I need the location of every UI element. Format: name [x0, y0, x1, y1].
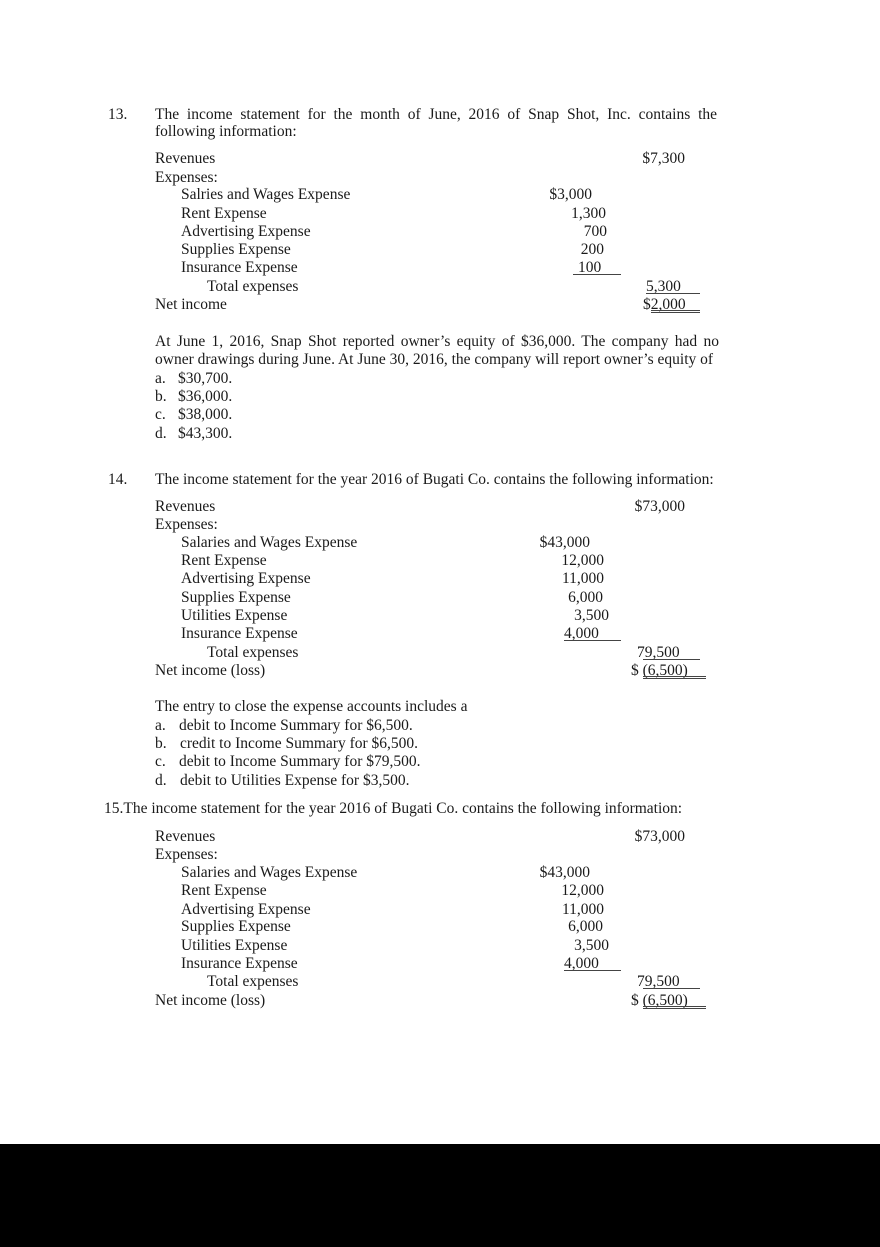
- option-letter: a.: [155, 717, 166, 734]
- expense-label: Utilities Expense: [181, 607, 288, 624]
- subtotal-underline: [564, 640, 621, 641]
- option-text: $43,300.: [178, 425, 233, 442]
- total-expenses-value: 5,300: [646, 278, 681, 295]
- expense-value: 200: [580, 241, 604, 258]
- total-expenses-label: Total expenses: [207, 973, 299, 990]
- black-bottom-band: [0, 1144, 880, 1247]
- option-letter: b.: [155, 735, 167, 752]
- net-loss-label: Net income (loss): [155, 662, 266, 679]
- expense-value: 3,500: [574, 937, 609, 954]
- revenues-label: Revenues: [155, 828, 216, 845]
- expense-value: 12,000: [561, 552, 604, 569]
- net-income-value: $2,000: [643, 296, 686, 313]
- expense-label: Supplies Expense: [181, 589, 291, 606]
- net-income-label: Net income: [155, 296, 227, 313]
- expense-value: 100: [578, 259, 602, 276]
- expense-value: 1,300: [571, 205, 606, 222]
- revenues-value: $73,000: [634, 828, 685, 845]
- question-text: At June 1, 2016, Snap Shot reported owner’s equity of $36,000. The company had no: [155, 333, 719, 350]
- option-text: debit to Utilities Expense for $3,500.: [180, 772, 410, 789]
- option-letter: c.: [155, 753, 166, 770]
- expense-value: 6,000: [568, 589, 603, 606]
- question-number: 14.: [108, 471, 128, 488]
- total-expenses-label: Total expenses: [207, 644, 299, 661]
- expenses-label: Expenses:: [155, 169, 218, 186]
- question-intro: 15.The income statement for the year 2016 of Bugati Co. contains the following information:: [104, 800, 683, 817]
- revenues-value: $73,000: [634, 498, 685, 515]
- expense-value: $43,000: [539, 864, 590, 881]
- net-double-underline: [643, 1006, 706, 1009]
- expense-value: $43,000: [539, 534, 590, 551]
- expense-label: Salries and Wages Expense: [181, 186, 351, 203]
- option-text: $38,000.: [178, 406, 233, 423]
- expense-value: 4,000: [564, 955, 599, 972]
- expense-value: 11,000: [561, 570, 604, 587]
- expenses-label: Expenses:: [155, 516, 218, 533]
- option-text: debit to Income Summary for $79,500.: [179, 753, 421, 770]
- expense-label: Insurance Expense: [181, 625, 298, 642]
- net-loss-value: $ (6,500): [631, 992, 688, 1009]
- net-loss-label: Net income (loss): [155, 992, 266, 1009]
- net-double-underline: [643, 676, 706, 679]
- expense-value: 700: [583, 223, 607, 240]
- expenses-label: Expenses:: [155, 846, 218, 863]
- option-letter: d.: [155, 425, 167, 442]
- option-letter: a.: [155, 370, 166, 387]
- expense-value: 6,000: [568, 918, 603, 935]
- question-intro: The income statement for the month of June, 2016 of Snap Shot, Inc. contains the: [155, 106, 717, 123]
- total-underline: [643, 988, 700, 989]
- option-letter: c.: [155, 406, 166, 423]
- option-text: debit to Income Summary for $6,500.: [179, 717, 413, 734]
- expense-label: Rent Expense: [181, 205, 267, 222]
- expense-value: 4,000: [564, 625, 599, 642]
- expense-label: Rent Expense: [181, 882, 267, 899]
- expense-value: 11,000: [561, 901, 604, 918]
- question-intro-cont: following information:: [155, 123, 297, 140]
- net-loss-value: $ (6,500): [631, 662, 688, 679]
- revenues-label: Revenues: [155, 498, 216, 515]
- subtotal-underline: [573, 274, 621, 275]
- option-letter: d.: [155, 772, 167, 789]
- expense-value: 3,500: [574, 607, 609, 624]
- total-expenses-value: 79,500: [637, 973, 680, 990]
- revenues-value: $7,300: [642, 150, 685, 167]
- total-expenses-label: Total expenses: [207, 278, 299, 295]
- expense-label: Supplies Expense: [181, 241, 291, 258]
- question-intro: The income statement for the year 2016 of Bugati Co. contains the following information:: [155, 471, 714, 488]
- option-text: $36,000.: [178, 388, 233, 405]
- question-number: 13.: [108, 106, 128, 123]
- option-text: credit to Income Summary for $6,500.: [180, 735, 419, 752]
- net-double-underline: [651, 310, 700, 313]
- expense-value: 12,000: [561, 882, 604, 899]
- expense-label: Insurance Expense: [181, 955, 298, 972]
- option-text: $30,700.: [178, 370, 233, 387]
- total-expenses-value: 79,500: [637, 644, 680, 661]
- expense-label: Rent Expense: [181, 552, 267, 569]
- total-underline: [646, 293, 700, 294]
- expense-label: Salaries and Wages Expense: [181, 534, 358, 551]
- expense-label: Utilities Expense: [181, 937, 288, 954]
- expense-label: Insurance Expense: [181, 259, 298, 276]
- revenues-label: Revenues: [155, 150, 216, 167]
- expense-label: Supplies Expense: [181, 918, 291, 935]
- expense-label: Advertising Expense: [181, 570, 311, 587]
- option-letter: b.: [155, 388, 167, 405]
- expense-label: Advertising Expense: [181, 901, 311, 918]
- expense-label: Advertising Expense: [181, 223, 311, 240]
- question-text-cont: owner drawings during June. At June 30, 2016, the company will report owner’s equity of: [155, 351, 714, 368]
- expense-value: $3,000: [549, 186, 592, 203]
- total-underline: [643, 659, 700, 660]
- expense-label: Salaries and Wages Expense: [181, 864, 358, 881]
- question-text: The entry to close the expense accounts includes a: [155, 698, 468, 715]
- subtotal-underline: [564, 970, 621, 971]
